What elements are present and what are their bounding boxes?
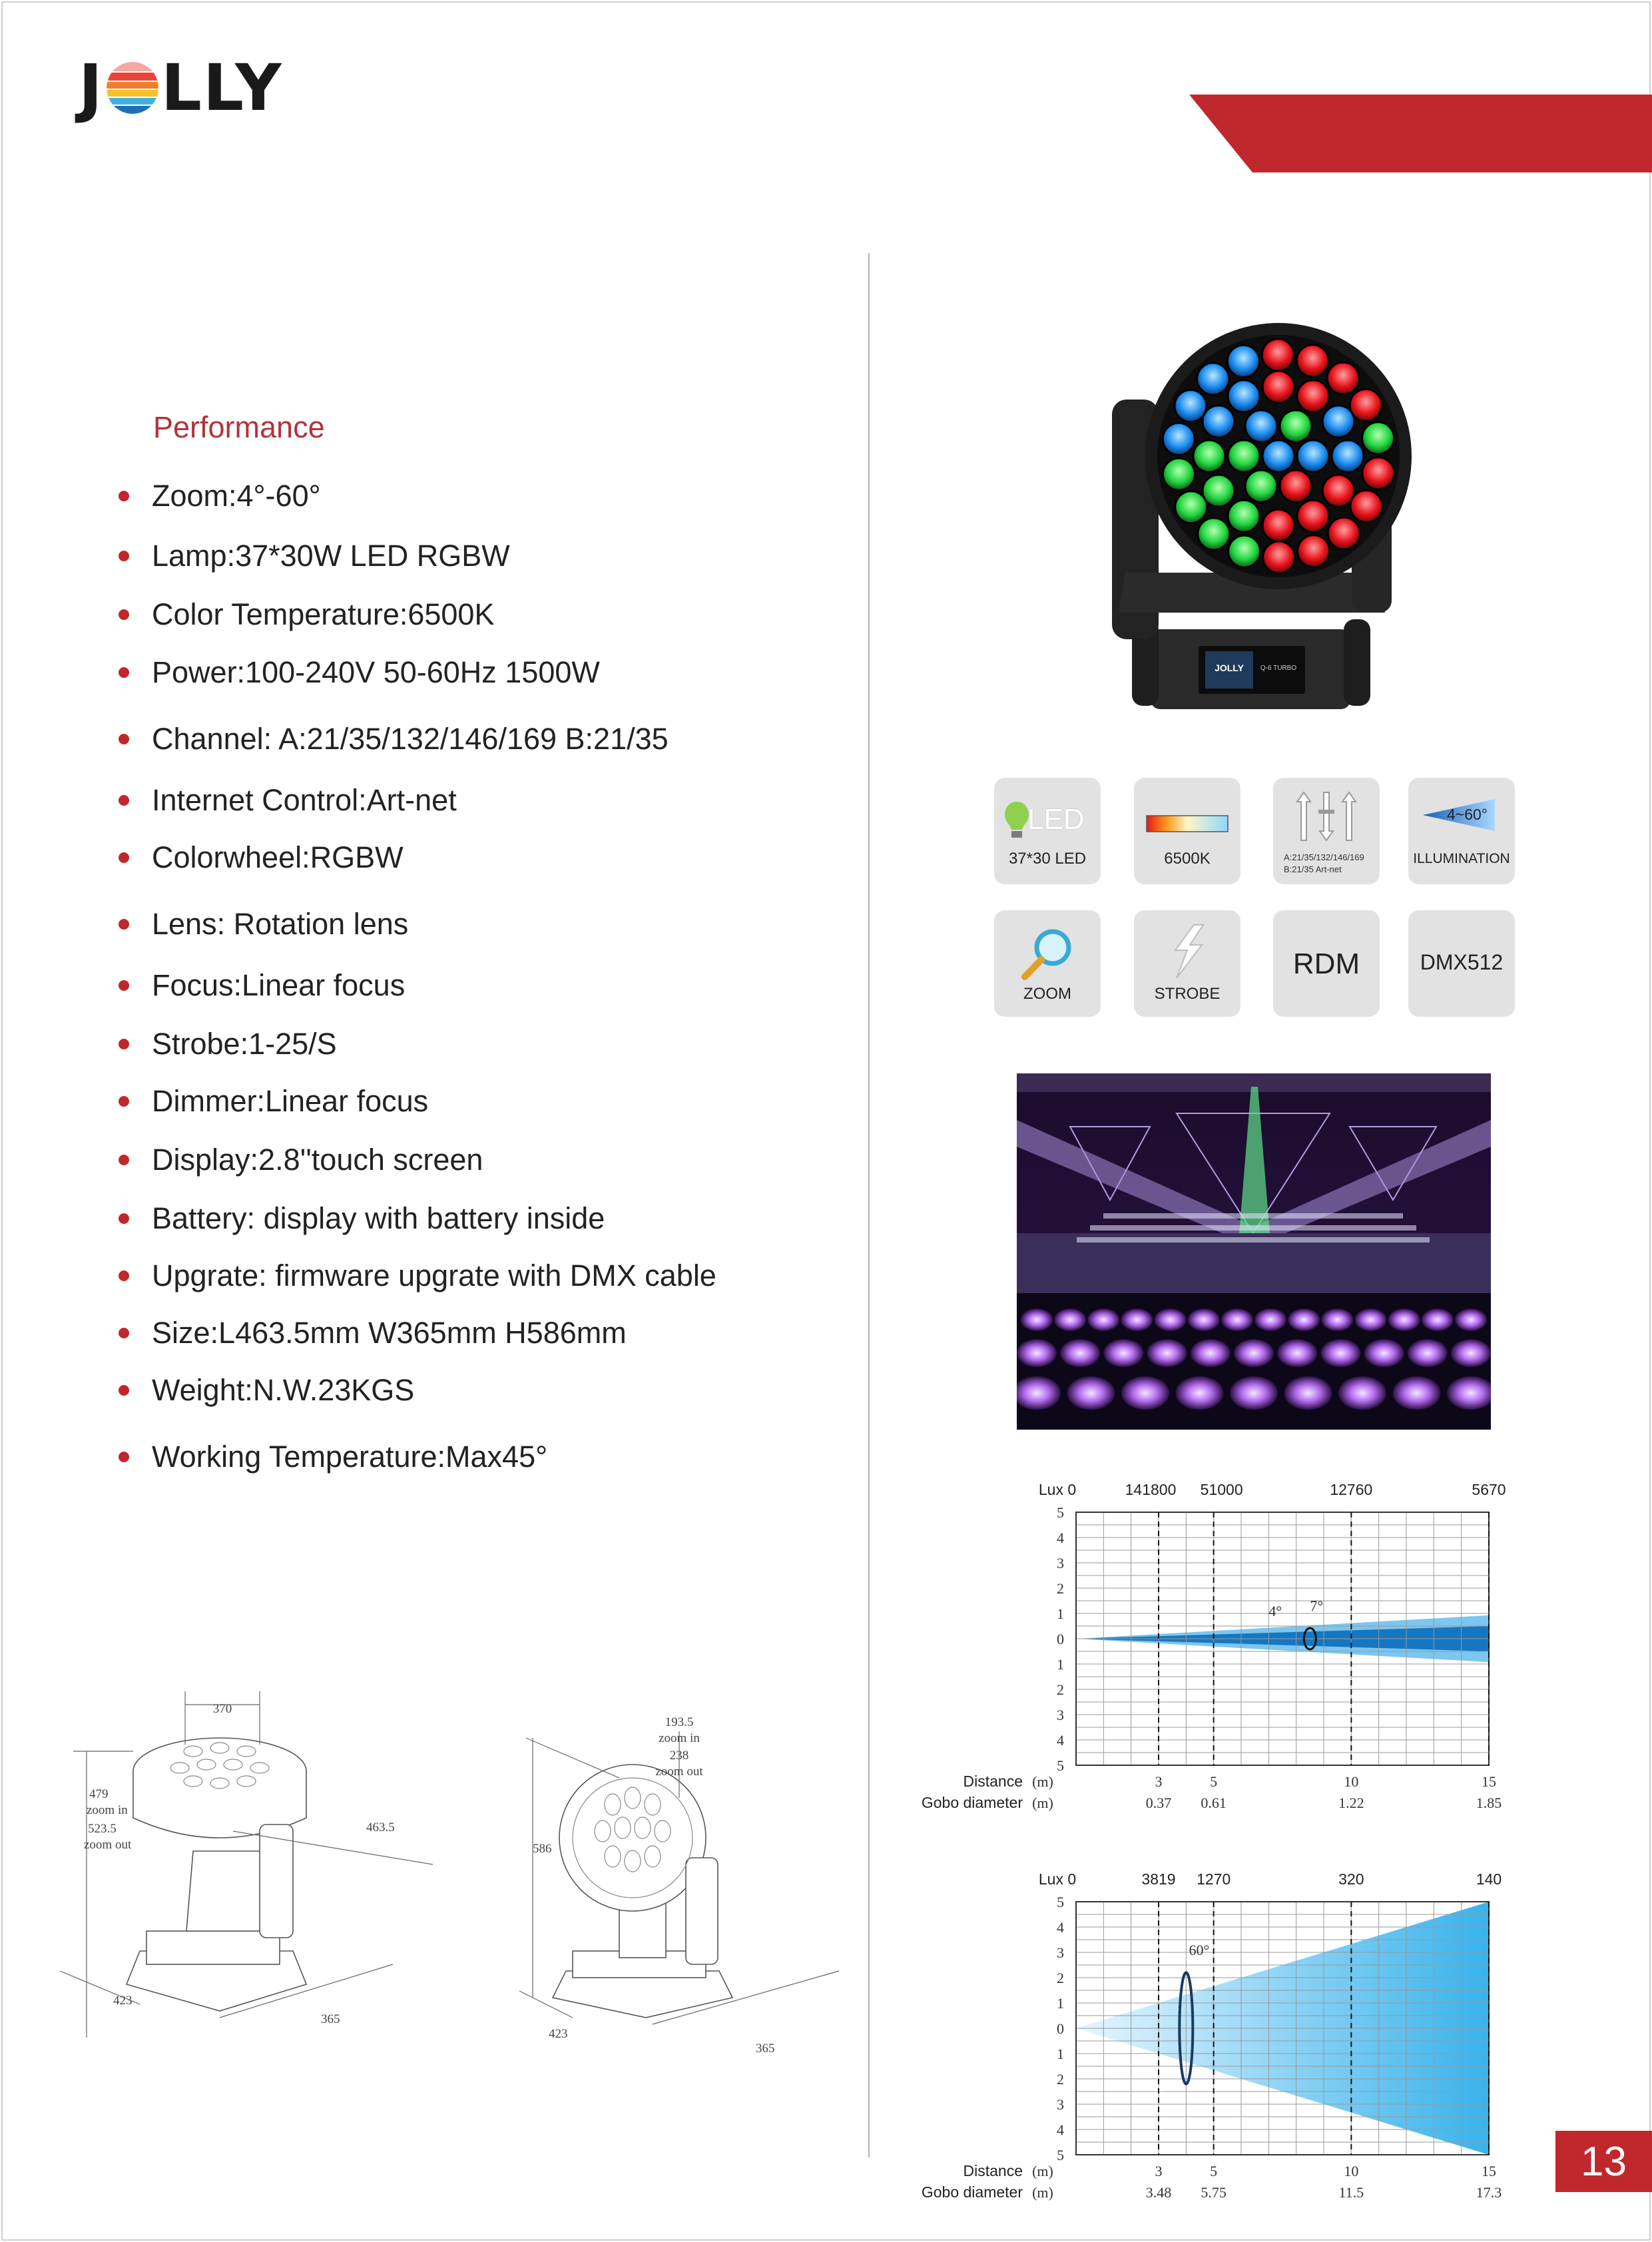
y-tick-label: 5: [1057, 1757, 1064, 1774]
stage-fixture: [1221, 1308, 1253, 1331]
gobo-axis-label: Gobo diameter: [921, 2183, 1023, 2201]
lux-value: 3819: [1141, 1870, 1176, 1888]
lux-value: 140: [1476, 1870, 1502, 1888]
stage-application-photo: [1017, 1073, 1491, 1430]
led-lens: [1298, 535, 1330, 567]
bullet-dot: [119, 667, 129, 678]
stage-fixture: [1234, 1339, 1274, 1367]
led-lens: [1262, 509, 1294, 541]
led-lens: [1229, 535, 1260, 567]
led-lens: [1203, 406, 1235, 437]
led-lens: [1163, 423, 1195, 455]
magnifier-icon: [1019, 925, 1075, 981]
spec-text: Lamp:37*30W LED RGBW: [152, 539, 510, 573]
led-lens: [1163, 458, 1195, 490]
lux-label: Lux 0: [1038, 1481, 1077, 1498]
spec-item: [119, 653, 600, 693]
gobo-value: 0.61: [1201, 1795, 1227, 1811]
channel-line-2: B:21/35 Art-net: [1284, 864, 1342, 874]
side-dimension-drawing: [519, 1705, 866, 2056]
dim-front-length: 463.5: [366, 1821, 395, 1834]
lux-label: Lux 0: [1038, 1870, 1077, 1888]
color-temp-label: 6500K: [1164, 850, 1211, 868]
logo-letters-lly: LLY: [160, 51, 283, 125]
gobo-value: 11.5: [1338, 2184, 1364, 2201]
spec-text: Internet Control:Art-net: [152, 783, 457, 817]
y-tick-label: 4: [1057, 1919, 1064, 1936]
led-lens: [1297, 380, 1329, 412]
bullet-dot: [119, 609, 129, 620]
led-lens: [1175, 491, 1207, 523]
stage-fixture: [1230, 1376, 1278, 1410]
stage-fixture: [1277, 1339, 1317, 1367]
bullet-dot: [119, 1096, 129, 1107]
dim-side-top-in: 193.5: [665, 1715, 694, 1729]
stage-fixture: [1451, 1339, 1491, 1367]
led-feature-box: [994, 778, 1101, 884]
spec-text: Channel: A:21/35/132/146/169 B:21/35: [152, 722, 669, 756]
gobo-value: 5.75: [1201, 2184, 1227, 2201]
bullet-dot: [119, 734, 129, 744]
spec-item: [119, 536, 510, 576]
led-lens: [1322, 475, 1354, 507]
gobo-unit: (m): [1032, 2184, 1053, 2201]
led-lens: [1332, 440, 1364, 472]
dim-front-height-out: 523.5: [88, 1822, 117, 1836]
led-lens: [1262, 371, 1294, 403]
channel-line-1: A:21/35/132/146/169: [1284, 852, 1364, 862]
spec-item: [119, 1370, 414, 1410]
stage-fixture: [1054, 1308, 1086, 1331]
y-tick-label: 0: [1057, 1631, 1064, 1647]
led-lens: [1203, 475, 1235, 507]
spec-item: [119, 595, 494, 635]
led-lens: [1322, 406, 1354, 437]
spec-text: Strobe:1-25/S: [152, 1027, 337, 1061]
strobe-label: STROBE: [1154, 985, 1221, 1003]
y-tick-label: 1: [1057, 1605, 1064, 1622]
bullet-dot: [119, 1452, 129, 1462]
dim-front-zoom-in: zoom in: [87, 1803, 128, 1817]
logo-letter-j: J: [79, 51, 104, 125]
lux-value: 5670: [1472, 1481, 1506, 1498]
dim-front-base-length: 423: [113, 1994, 133, 2008]
led-feature-label: 37*30 LED: [1008, 850, 1087, 868]
stage-fixture: [1067, 1376, 1115, 1410]
distance-value: 10: [1344, 2163, 1359, 2179]
photometric-chart-wide: [921, 1864, 1518, 2211]
spec-item: [119, 904, 408, 944]
stage-fixture: [1176, 1376, 1224, 1410]
spec-item: [119, 1081, 428, 1121]
bullet-dot: [119, 852, 129, 863]
stage-fixture: [1320, 1339, 1360, 1367]
stage-fixture: [1364, 1339, 1404, 1367]
beam-angle-label: 60°: [1189, 1941, 1210, 1958]
led-lens: [1280, 470, 1312, 502]
dim-front-base-width: 365: [321, 2012, 340, 2026]
stage-fixture: [1321, 1308, 1353, 1331]
bullet-dot: [119, 1328, 129, 1338]
product-screen-model: Q-6 TURBO: [1260, 665, 1297, 672]
spec-item: [119, 719, 669, 759]
stage-fixture: [1060, 1339, 1100, 1367]
led-badge-text: LED: [1027, 803, 1085, 836]
y-tick-label: 2: [1057, 1580, 1064, 1597]
stage-fixture: [1288, 1308, 1320, 1331]
dim-side-base-length: 423: [549, 2027, 568, 2041]
distance-value: 10: [1344, 1773, 1359, 1790]
gobo-unit: (m): [1032, 1795, 1053, 1811]
led-lens: [1245, 410, 1277, 442]
beam-angle-label: 4°: [1268, 1602, 1282, 1619]
led-lens: [1328, 517, 1360, 549]
dmx-feature-box: [1408, 910, 1515, 1017]
y-tick-label: 4: [1057, 1732, 1064, 1749]
bullet-dot: [119, 919, 129, 930]
stage-fixture: [1422, 1308, 1454, 1331]
gobo-value: 17.3: [1476, 2184, 1502, 2201]
led-lens: [1362, 457, 1394, 489]
bullet-dot: [119, 551, 129, 561]
spec-text: Display:2.8''touch screen: [152, 1143, 483, 1177]
gobo-value: 0.37: [1145, 1795, 1172, 1811]
dim-side-base-width: 365: [756, 2042, 775, 2056]
led-lens: [1350, 490, 1382, 522]
stage-fixture: [1121, 1308, 1153, 1331]
stage-fixture: [1355, 1308, 1387, 1331]
spec-text: Focus:Linear focus: [152, 968, 406, 1002]
model-title: Q-6 Turbo: [1347, 13, 1585, 68]
jolly-logo: [79, 51, 283, 125]
chart-mask: [1076, 1862, 1489, 1902]
led-lens: [1197, 363, 1229, 395]
stage-fixture: [1284, 1376, 1332, 1410]
led-lens: [1297, 440, 1329, 472]
spec-text: Weight:N.W.23KGS: [152, 1373, 415, 1407]
spec-text: Upgrate: firmware upgrate with DMX cable: [152, 1259, 716, 1292]
spec-text: Color Temperature:6500K: [152, 597, 495, 631]
stage-fixture: [1155, 1308, 1187, 1331]
performance-heading: Performance: [153, 410, 325, 444]
lux-value: 51000: [1200, 1481, 1243, 1498]
gobo-value: 1.85: [1476, 1795, 1502, 1811]
y-tick-label: 3: [1057, 2096, 1064, 2113]
y-tick-label: 1: [1057, 1995, 1064, 2012]
bullet-dot: [119, 1385, 129, 1396]
illumination-label: ILLUMINATION: [1413, 851, 1510, 866]
column-divider: [868, 253, 870, 2157]
led-lens: [1297, 500, 1329, 532]
led-lens: [1350, 389, 1382, 421]
bullet-dot: [119, 491, 129, 501]
bullet-dot: [119, 795, 129, 806]
spec-text: Zoom:4°-60°: [152, 479, 321, 513]
stage-fixture: [1191, 1339, 1231, 1367]
lux-value: 1270: [1197, 1870, 1231, 1888]
spec-item: [119, 1024, 337, 1064]
spec-item: [119, 966, 405, 1005]
y-tick-label: 4: [1057, 1530, 1064, 1546]
y-tick-label: 3: [1057, 1555, 1064, 1571]
y-tick-label: 0: [1057, 2020, 1064, 2037]
led-lens: [1327, 362, 1359, 394]
distance-value: 3: [1155, 2163, 1163, 2179]
led-lens: [1262, 339, 1294, 371]
spec-text: Dimmer:Linear focus: [152, 1084, 429, 1118]
distance-value: 5: [1210, 2163, 1218, 2179]
led-lens: [1263, 541, 1295, 573]
bullet-dot: [119, 1039, 129, 1049]
lux-value: 12760: [1330, 1481, 1373, 1498]
stage-fixture: [1103, 1339, 1143, 1367]
title-banner: [1189, 95, 1652, 172]
page-number: 13: [1555, 2131, 1652, 2192]
y-tick-label: 1: [1057, 2046, 1064, 2062]
dim-front-height-in: 479: [89, 1787, 109, 1801]
led-lens: [1228, 500, 1260, 532]
bullet-dot: [119, 1270, 129, 1281]
rdm-feature-box: [1273, 910, 1380, 1017]
dmx-label: DMX512: [1420, 950, 1504, 974]
spec-text: Power:100-240V 50-60Hz 1500W: [152, 655, 600, 689]
rdm-label: RDM: [1292, 948, 1360, 980]
y-tick-label: 1: [1057, 1656, 1064, 1673]
strobe-feature-box: [1134, 910, 1240, 1017]
stage-fixture: [1121, 1376, 1169, 1410]
y-tick-label: 2: [1057, 1970, 1064, 1986]
led-bulb-icon: [1003, 800, 1030, 840]
y-tick-label: 2: [1057, 1681, 1064, 1698]
stage-fixture: [1338, 1376, 1386, 1410]
led-lens: [1228, 380, 1260, 412]
distance-value: 15: [1482, 2163, 1496, 2179]
y-tick-label: 5: [1057, 2147, 1064, 2163]
led-lens: [1193, 440, 1225, 472]
zoom-label: ZOOM: [1023, 985, 1071, 1003]
gobo-axis-label: Gobo diameter: [921, 1794, 1023, 1811]
spec-item: [119, 476, 321, 516]
moving-head-product-image: [1099, 293, 1412, 719]
led-lens: [1198, 518, 1230, 550]
spec-text: Colorwheel:RGBW: [152, 840, 404, 874]
product-screen-brand: JOLLY: [1215, 663, 1244, 673]
spec-item: [119, 1140, 483, 1180]
stage-fixture: [1455, 1308, 1487, 1331]
sunset-stripes-icon: [107, 62, 158, 114]
channel-feature-box: [1273, 778, 1380, 884]
gobo-value: 1.22: [1338, 1795, 1364, 1811]
spec-item: [119, 780, 457, 820]
stage-fixture: [1393, 1376, 1441, 1410]
y-tick-label: 4: [1057, 2121, 1064, 2138]
gobo-value: 3.48: [1145, 2184, 1172, 2201]
dim-front-width: 370: [212, 1702, 232, 1716]
y-tick-label: 3: [1057, 1944, 1064, 1961]
led-lens: [1362, 422, 1394, 454]
spec-text: Battery: display with battery inside: [152, 1201, 605, 1235]
color-gradient-icon: [1146, 815, 1229, 832]
spec-text: Working Temperature:Max45°: [152, 1440, 548, 1474]
stage-fixture: [1017, 1339, 1057, 1367]
beam-angle-label: 7°: [1310, 1597, 1324, 1615]
y-tick-label: 3: [1057, 1707, 1064, 1723]
channel-arrows-icon: [1292, 790, 1361, 843]
dim-front-zoom-out: zoom out: [84, 1838, 132, 1852]
distance-value: 3: [1155, 1773, 1163, 1790]
spec-item: [119, 1437, 547, 1477]
bullet-dot: [119, 1213, 129, 1224]
distance-unit: (m): [1032, 2163, 1053, 2179]
bullet-dot: [119, 1155, 129, 1165]
led-lens: [1262, 440, 1294, 472]
dim-side-zoom-in: zoom in: [659, 1731, 700, 1745]
spec-item: [119, 838, 404, 878]
spec-text: Size:L463.5mm W365mm H586mm: [152, 1316, 627, 1350]
color-temp-feature-box: [1134, 778, 1240, 884]
stage-fixture: [1147, 1339, 1187, 1367]
stage-fixture: [1188, 1308, 1220, 1331]
illumination-angle: 4~60°: [1447, 806, 1488, 823]
lux-value: 141800: [1125, 1481, 1177, 1498]
lightning-icon: [1167, 924, 1207, 980]
stage-fixture: [1087, 1308, 1119, 1331]
y-tick-label: 2: [1057, 2071, 1064, 2088]
led-lens: [1280, 410, 1312, 442]
stage-fixture: [1408, 1339, 1448, 1367]
lux-value: 320: [1338, 1870, 1364, 1888]
dim-side-height: 586: [533, 1842, 552, 1856]
spec-item: [119, 1199, 605, 1239]
led-lens: [1227, 345, 1259, 377]
illumination-feature-box: [1408, 778, 1515, 884]
spec-text: Lens: Rotation lens: [152, 907, 409, 941]
dim-side-top-out: 238: [669, 1749, 689, 1763]
y-tick-label: 5: [1057, 1504, 1064, 1521]
spec-item: [119, 1313, 627, 1353]
led-lens: [1228, 440, 1260, 472]
front-dimension-drawing: [60, 1665, 459, 2038]
photometric-chart-narrow: [921, 1475, 1518, 1821]
led-lens: [1175, 390, 1207, 422]
spec-item: [119, 1256, 716, 1296]
distance-value: 15: [1482, 1773, 1496, 1790]
distance-axis-label: Distance: [963, 2162, 1023, 2179]
y-tick-label: 5: [1057, 1894, 1064, 1910]
led-lens: [1245, 470, 1277, 502]
stage-fixture: [1388, 1308, 1420, 1331]
bullet-dot: [119, 980, 129, 991]
dim-side-zoom-out: zoom out: [655, 1765, 703, 1779]
stage-fixture: [1254, 1308, 1286, 1331]
distance-unit: (m): [1032, 1773, 1053, 1790]
led-lens: [1296, 345, 1328, 377]
zoom-feature-box: [994, 910, 1101, 1017]
stage-fixture: [1021, 1308, 1053, 1331]
distance-axis-label: Distance: [963, 1773, 1023, 1790]
distance-value: 5: [1210, 1773, 1218, 1790]
